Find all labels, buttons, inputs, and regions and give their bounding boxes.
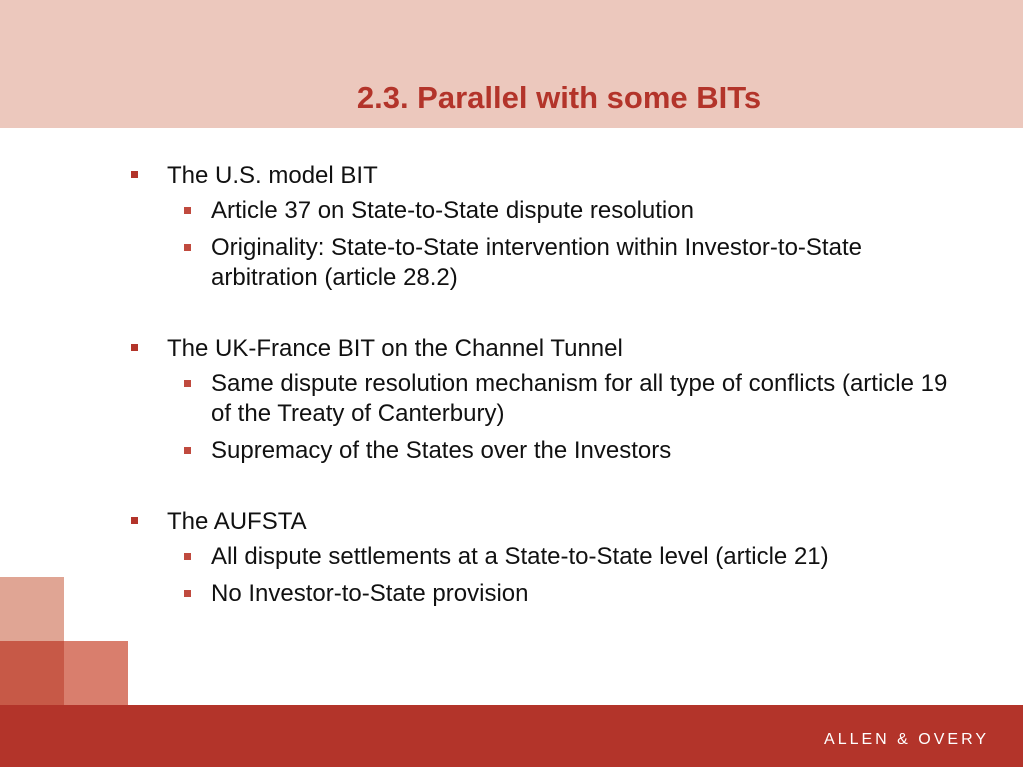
- decorative-square: [0, 641, 64, 705]
- sub-bullet-text: Originality: State-to-State intervention within Investor-to-State arbitration (article 28.2): [211, 234, 862, 291]
- sub-bullet-item: [167, 233, 960, 293]
- decorative-square: [0, 577, 64, 641]
- square-bullet-icon: [184, 447, 191, 454]
- square-bullet-icon: [184, 380, 191, 387]
- sub-bullet-item: [167, 436, 960, 466]
- square-bullet-icon: [184, 553, 191, 560]
- spacer: [130, 293, 960, 333]
- sub-bullet-item: [167, 579, 960, 609]
- decorative-square: [64, 641, 128, 705]
- sub-bullet-item: [167, 196, 960, 226]
- sub-bullet-list: [167, 196, 960, 293]
- bullet-item: [130, 506, 960, 609]
- bullet-text: The UK-France BIT on the Channel Tunnel: [167, 335, 623, 362]
- square-bullet-icon: [184, 244, 191, 251]
- slide-content: [130, 160, 960, 609]
- bullet-item: [130, 160, 960, 293]
- sub-bullet-list: [167, 369, 960, 466]
- square-bullet-icon: [131, 171, 138, 178]
- square-bullet-icon: [131, 344, 138, 351]
- square-bullet-icon: [184, 207, 191, 214]
- sub-bullet-text: Supremacy of the States over the Investors: [211, 437, 672, 464]
- bullet-text: The U.S. model BIT: [167, 162, 378, 189]
- bullet-item: [130, 333, 960, 466]
- sub-bullet-list: [167, 542, 960, 609]
- bullet-text: The AUFSTA: [167, 508, 307, 535]
- sub-bullet-text: No Investor-to-State provision: [211, 580, 529, 607]
- sub-bullet-item: [167, 542, 960, 572]
- spacer: [130, 466, 960, 506]
- sub-bullet-item: [167, 369, 960, 429]
- brand-logo-text: ALLEN & OVERY: [824, 731, 989, 748]
- slide-title: 2.3. Parallel with some BITs: [356, 80, 762, 115]
- sub-bullet-text: Same dispute resolution mechanism for all type of conflicts (article 19 of the Treaty of Canterbury): [211, 370, 948, 427]
- sub-bullet-text: Article 37 on State-to-State dispute resolution: [211, 197, 694, 224]
- sub-bullet-text: All dispute settlements at a State-to-State level (article 21): [211, 543, 829, 570]
- square-bullet-icon: [184, 590, 191, 597]
- square-bullet-icon: [131, 517, 138, 524]
- footer-band: [0, 705, 1023, 767]
